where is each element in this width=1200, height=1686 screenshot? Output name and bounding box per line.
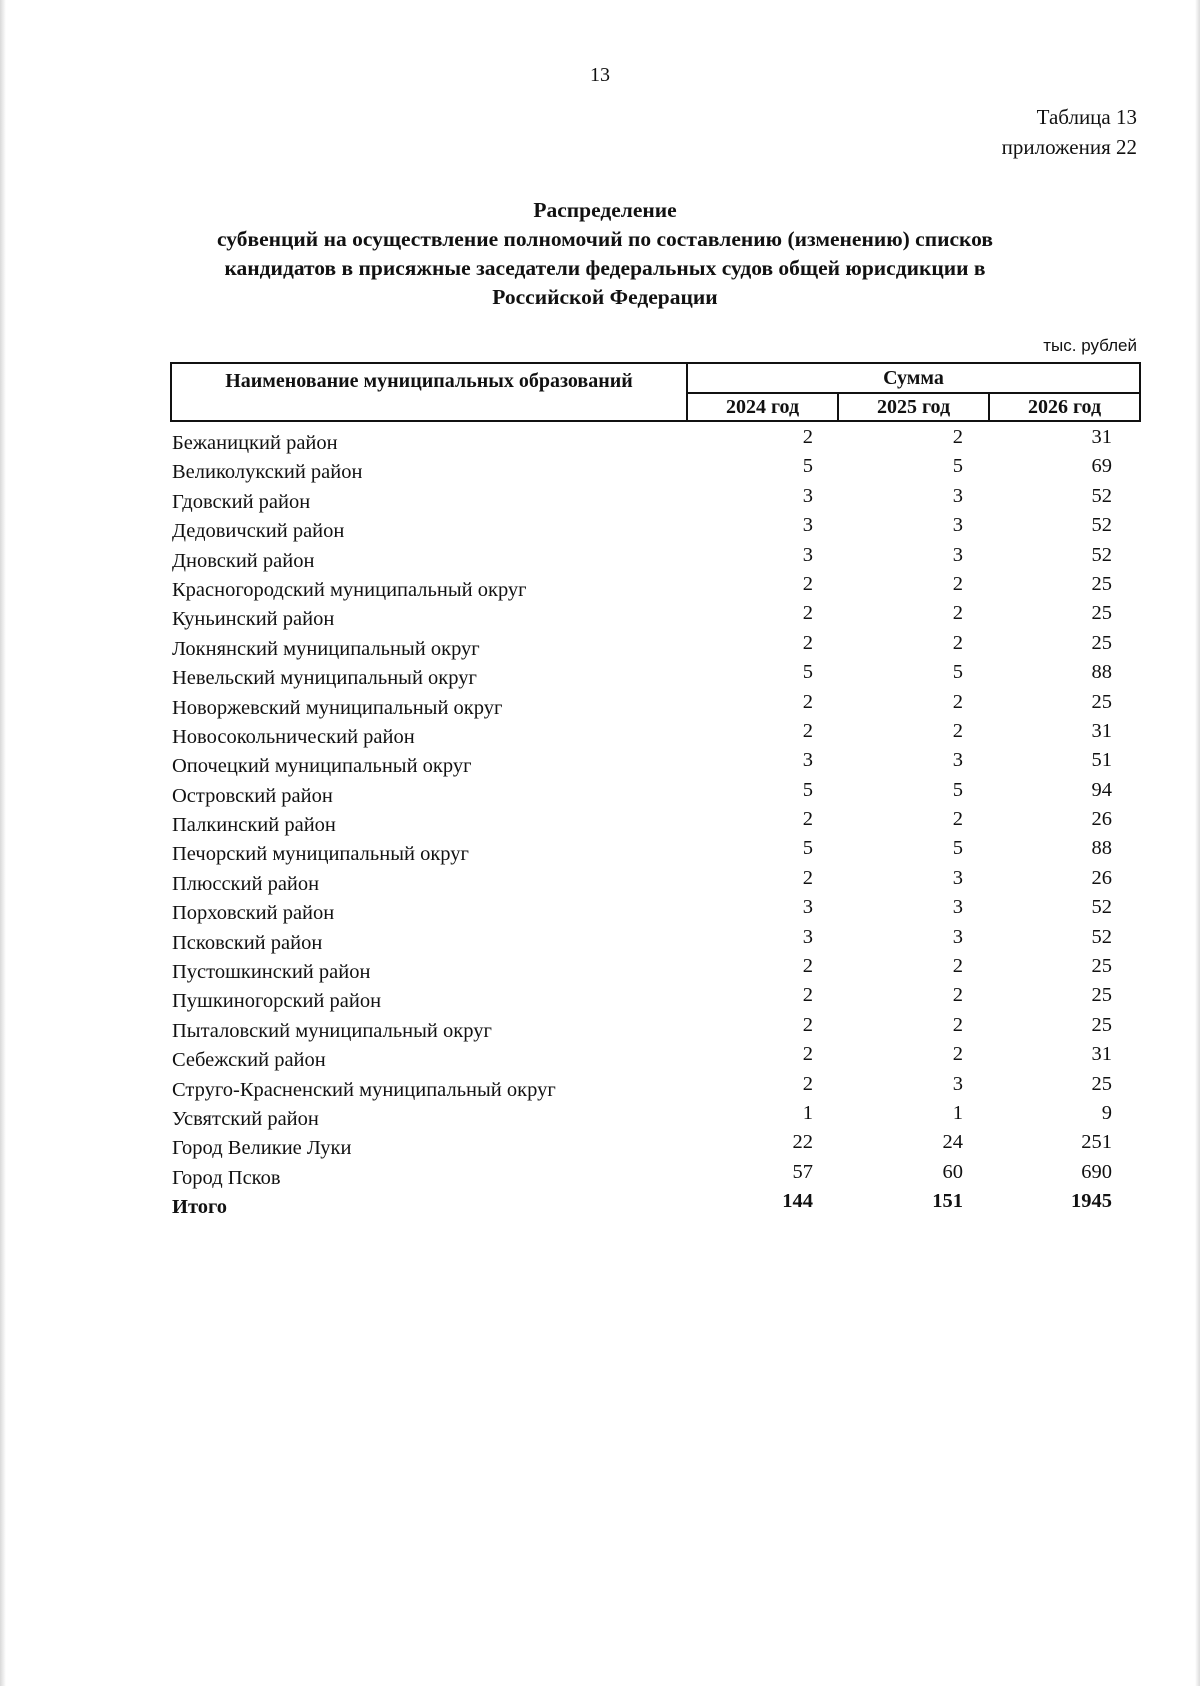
row-value-2026: 52 [1091,543,1112,566]
row-value-2024: 2 [802,1013,813,1036]
row-value-2026: 51 [1091,749,1112,772]
table-row [170,749,1139,778]
row-value-2026: 9 [1101,1101,1112,1124]
row-value-2026: 25 [1091,955,1112,978]
row-value-2024: 2 [802,426,813,448]
row-value-2025: 3 [952,484,963,507]
table-row [170,867,1139,896]
header-sum: Сумма [687,363,1140,393]
row-value-2025: 2 [952,690,963,713]
row-value-2026: 88 [1091,661,1112,684]
table-reference-line1: Таблица 13 [1036,105,1137,129]
row-value-2026: 25 [1091,1072,1112,1095]
table-row [170,808,1139,837]
row-value-2025: 3 [952,925,963,948]
table-row [170,1131,1139,1160]
document-title [180,196,1030,312]
table-row [170,837,1139,866]
row-name: Дедовичский район [172,520,345,543]
row-value-2025: 2 [952,426,963,448]
row-value-2024: 2 [802,631,813,654]
table-row [170,1014,1139,1043]
table-row [170,661,1139,690]
row-name: Гдовский район [172,490,311,513]
total-value-2026: 1945 [1071,1190,1112,1213]
row-value-2024: 5 [802,837,813,860]
table-row [170,779,1139,808]
row-value-2024: 2 [802,719,813,742]
row-value-2024: 2 [802,690,813,713]
row-value-2024: 2 [802,984,813,1007]
row-value-2026: 52 [1091,514,1112,537]
table-reference-line2: приложения 22 [1001,135,1137,159]
row-value-2026: 88 [1091,837,1112,860]
row-name: Палкинский район [172,814,336,837]
row-value-2024: 1 [802,1101,813,1124]
row-value-2026: 31 [1091,426,1112,448]
scan-edge-left [0,0,6,1686]
row-value-2025: 2 [952,631,963,654]
row-value-2025: 3 [952,1072,963,1095]
row-value-2026: 251 [1081,1131,1112,1154]
row-value-2026: 26 [1091,866,1112,889]
row-name: Порховский район [172,902,335,925]
row-value-2025: 2 [952,808,963,831]
row-value-2024: 3 [802,543,813,566]
row-name: Усвятский район [172,1107,319,1130]
row-name: Плюсский район [172,872,320,895]
row-name: Локнянский муниципальный округ [172,637,480,660]
row-value-2025: 2 [952,955,963,978]
row-name: Пустошкинский район [172,961,371,984]
row-value-2026: 25 [1091,602,1112,625]
row-value-2024: 5 [802,661,813,684]
units-label: тыс. рублей [1043,336,1137,355]
row-value-2024: 3 [802,896,813,919]
row-value-2024: 2 [802,602,813,625]
row-value-2024: 5 [802,455,813,478]
row-name: Красногородский муниципальный округ [172,578,527,601]
row-value-2025: 3 [952,543,963,566]
row-value-2024: 2 [802,572,813,595]
header-name: Наименование муниципальных образований [171,363,687,421]
title-line3: кандидатов в присяжные заседатели федеральных судов общей юрисдикции в [224,256,986,280]
table-row [170,926,1139,955]
row-value-2024: 5 [802,778,813,801]
row-value-2025: 2 [952,984,963,1007]
row-value-2025: 2 [952,572,963,595]
row-value-2025: 3 [952,514,963,537]
row-value-2026: 69 [1091,455,1112,478]
row-value-2026: 52 [1091,896,1112,919]
table-header [170,362,1141,422]
row-value-2025: 2 [952,719,963,742]
table-row [170,602,1139,631]
row-name: Струго-Красненский муниципальный округ [172,1078,556,1101]
table-reference [1002,102,1137,162]
row-value-2026: 31 [1091,719,1112,742]
row-value-2025: 3 [952,749,963,772]
table-row [170,544,1139,573]
title-line4: Российской Федерации [492,285,718,309]
row-name: Великолукский район [172,461,363,484]
row-value-2024: 3 [802,925,813,948]
row-name: Новоржевский муниципальный округ [172,696,503,719]
scan-edge-right [1195,0,1200,1686]
row-value-2025: 2 [952,1043,963,1066]
row-name: Куньинский район [172,608,335,631]
row-name: Невельский муниципальный округ [172,667,477,690]
row-value-2025: 3 [952,896,963,919]
table-row [170,984,1139,1013]
row-value-2024: 57 [792,1160,813,1183]
row-value-2025: 5 [952,778,963,801]
table-row [170,896,1139,925]
row-value-2024: 2 [802,955,813,978]
header-year-2024: 2024 год [687,393,838,421]
table-row [170,455,1139,484]
total-value-2025: 151 [932,1190,963,1213]
row-value-2026: 52 [1091,925,1112,948]
title-line2: субвенций на осуществление полномочий по составлению (изменению) списков [217,227,993,251]
title-line1: Распределение [533,198,677,222]
table-row [170,1102,1139,1131]
page-number: 13 [590,64,610,86]
row-name: Псковский район [172,931,323,954]
row-value-2026: 26 [1091,808,1112,831]
row-name: Себежский район [172,1049,326,1072]
row-value-2025: 3 [952,866,963,889]
row-value-2024: 3 [802,749,813,772]
row-value-2025: 60 [942,1160,963,1183]
header-year-2025: 2025 год [838,393,989,421]
row-value-2026: 690 [1081,1160,1112,1183]
header-year-2026: 2026 год [989,393,1140,421]
row-value-2025: 5 [952,837,963,860]
row-value-2025: 1 [952,1101,963,1124]
table-body [170,426,1139,1220]
table-row [170,1161,1139,1190]
row-value-2024: 2 [802,866,813,889]
row-name: Город Великие Луки [172,1137,352,1160]
table-row [170,514,1139,543]
row-value-2025: 24 [942,1131,963,1154]
row-value-2025: 5 [952,455,963,478]
row-value-2026: 31 [1091,1043,1112,1066]
row-value-2026: 25 [1091,572,1112,595]
row-value-2026: 25 [1091,1013,1112,1036]
table-row [170,955,1139,984]
row-value-2026: 25 [1091,690,1112,713]
row-value-2026: 25 [1091,984,1112,1007]
row-name: Новосокольнический район [172,725,415,748]
row-value-2024: 22 [792,1131,813,1154]
row-name: Печорский муниципальный округ [172,843,469,866]
row-value-2025: 5 [952,661,963,684]
row-value-2025: 2 [952,1013,963,1036]
table-row [170,426,1139,455]
total-row [170,1190,1139,1219]
row-name: Пушкиногорский район [172,990,382,1013]
table-row [170,573,1139,602]
total-value-2024: 144 [782,1190,813,1213]
row-value-2024: 3 [802,514,813,537]
row-value-2024: 2 [802,1043,813,1066]
row-value-2026: 25 [1091,631,1112,654]
row-name: Дновский район [172,549,315,572]
table-row [170,1073,1139,1102]
row-value-2024: 2 [802,1072,813,1095]
row-name: Пыталовский муниципальный округ [172,1019,492,1042]
table-row [170,485,1139,514]
row-name: Город Псков [172,1166,281,1189]
total-label: Итого [172,1196,228,1219]
row-name: Островский район [172,784,333,807]
row-name: Бежаницкий район [172,432,338,454]
table-row [170,632,1139,661]
row-value-2026: 94 [1091,778,1112,801]
table-row [170,691,1139,720]
row-value-2024: 2 [802,808,813,831]
table-row [170,1043,1139,1072]
row-name: Опочецкий муниципальный округ [172,755,472,778]
row-value-2025: 2 [952,602,963,625]
table-row [170,720,1139,749]
row-value-2024: 3 [802,484,813,507]
row-value-2026: 52 [1091,484,1112,507]
